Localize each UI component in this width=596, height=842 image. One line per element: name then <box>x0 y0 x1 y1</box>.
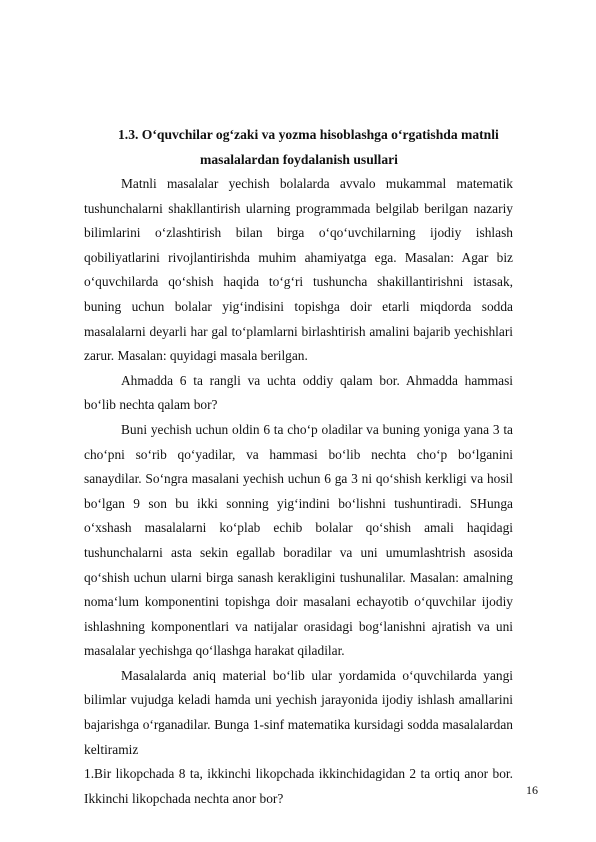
section-heading-line-2: masalalardan foydalanish usullari <box>200 152 398 167</box>
paragraph-3: Buni yechish uchun oldin 6 ta cho‘p oladilar va buning yoniga yana 3 ta cho‘pni so‘rib qo‘yadilar, va hammasi bo‘lib nechta cho‘p bo‘lganini sanaydilar. So‘ngra masalani yechish uchun 6 ga 3 ni qo‘shish kerkligi va hosil bo‘lgan 9 son bu ikki sonning yig‘indini bo‘lishni tushuntiradi. SHunga o‘xshash masalalarni ko‘plab echib bolalar qo‘shish amali haqidagi tushunchalarni asta sekin egallab boradilar va uni umumlashtrish asosida qo‘shish uchun ularni birga sanash kerakligini tushunalilar. Masalan: amalning noma‘lum komponentini topishga doir masalani echayotib o‘quvchilar ijodiy ishlashning komponentlari va natijalar orasidagi bog‘lanishni ajratish va uni masalalar yechishga qo‘llashga harakat qiladilar. <box>84 421 513 659</box>
paragraph-5-problem: 1.Bir likopchada 8 ta, ikkinchi likopchada ikkinchidagidan 2 ta ortiq anor bor. Ikkinchi likopchada nechta anor bor? <box>84 766 513 806</box>
paragraph-1: Matnli masalalar yechish bolalarda avvalo mukammal matematik tushunchalarni shakllantirish ularning programmada belgilab berilgan nazariy bilimlarini o‘zlashtirish bilan birga o‘qo‘uvchilarning ijodiy ishlash qobiliyatlarini rivojlantirishda muhim ahamiyatga ega. Masalan: Agar biz o‘quvchilarda qo‘shish haqida to‘g‘ri tushuncha shakillantirishni istasak, buning uchun bolalar yig‘indisini topishga doir etarli miqdorda sodda masalalarni deyarli har gal to‘plamlarni birlashtirish amalini bajarib yechishlari zarur. Masalan: quyidagi masala berilgan. <box>84 176 513 364</box>
body-text <box>84 172 513 811</box>
page-number: 16 <box>526 783 538 797</box>
paragraph-4: Masalalarda aniq material bo‘lib ular yordamida o‘quvchilarda yangi bilimlar vujudga keladi hamda uni yechish jarayonida ijodiy ishlash amallarini bajarishga o‘rganadilar. Bunga 1-sinf matematika kursidagi sodda masalalardan keltiramiz <box>84 667 513 757</box>
section-heading-line-1: 1.3. O‘quvchilar og‘zaki va yozma hisoblashga o‘rgatishda matnli <box>118 127 499 142</box>
paragraph-2: Ahmadda 6 ta rangli va uchta oddiy qalam bor. Ahmadda hammasi bo‘lib nechta qalam bor? <box>84 372 513 413</box>
